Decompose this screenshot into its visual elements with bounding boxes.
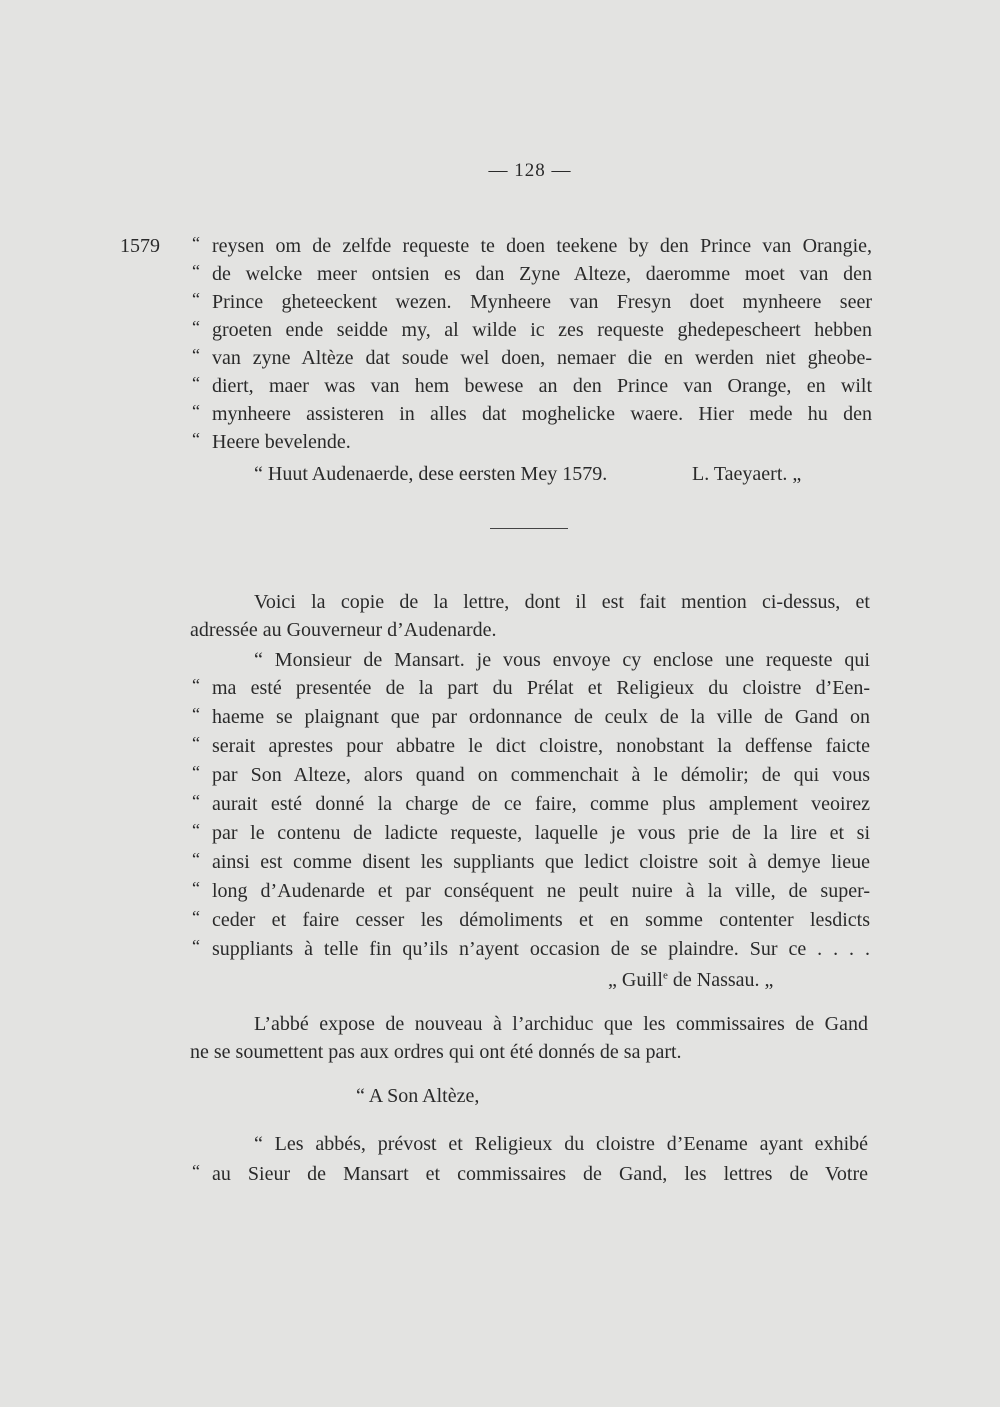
text-line: ceder et faire cesser les démoliments et en somme contenter lesdicts xyxy=(212,909,870,931)
text-line: haeme se plaignant que par ordonnance de ceulx de la ville de Gand on xyxy=(212,706,870,728)
text-line: de welcke meer ontsien es dan Zyne Alteze, daeromme moet van den xyxy=(212,263,872,285)
quote-mark: “ xyxy=(192,233,200,253)
quote-mark: “ xyxy=(192,820,200,840)
salutation: “ A Son Altèze, xyxy=(356,1085,480,1107)
quote-mark: “ xyxy=(192,429,200,449)
signature-superscript: e xyxy=(663,969,668,982)
quote-mark: “ xyxy=(192,733,200,753)
text-line: reysen om de zelfde requeste te doen teekene by den Prince van Orangie, xyxy=(212,235,872,257)
quote-mark: “ xyxy=(192,1161,200,1181)
quote-mark: “ xyxy=(192,401,200,421)
year-margin-note: 1579 xyxy=(120,235,160,257)
quote-mark: “ xyxy=(192,675,200,695)
signoff-name: L. Taeyaert. „ xyxy=(692,463,802,485)
quote-mark: “ xyxy=(192,289,200,309)
text-line: mynheere assisteren in alles dat moghelicke waere. Hier mede hu den xyxy=(212,403,872,425)
quote-mark: “ xyxy=(192,261,200,281)
quote-mark: “ xyxy=(192,936,200,956)
quote-mark: “ xyxy=(192,878,200,898)
text-line: par Son Alteze, alors quand on commenchait à le démolir; de qui vous xyxy=(212,764,870,786)
text-line: aurait esté donné la charge de ce faire, comme plus amplement veoirez xyxy=(212,793,870,815)
section-divider xyxy=(490,528,568,529)
text-line: van zyne Altèze dat soude wel doen, nemaer die en werden niet gheobe- xyxy=(212,347,872,369)
quote-mark: “ xyxy=(192,317,200,337)
intro-line: ne se soumettent pas aux ordres qui ont été donnés de sa part. xyxy=(190,1041,682,1063)
quote-mark: “ xyxy=(192,907,200,927)
text-line: par le contenu de ladicte requeste, laquelle je vous prie de la lire et si xyxy=(212,822,870,844)
text-line: diert, maer was van hem bewese an den Prince van Orange, en wilt xyxy=(212,375,872,397)
quote-mark: “ xyxy=(192,373,200,393)
intro-line: L’abbé expose de nouveau à l’archiduc que les commissaires de Gand xyxy=(254,1013,868,1035)
text-line: groeten ende seidde my, al wilde ic zes requeste ghedepescheert hebben xyxy=(212,319,872,341)
text-line: serait aprestes pour abbatre le dict cloistre, nonobstant la deffense faicte xyxy=(212,735,870,757)
letter-opening: “ Monsieur de Mansart. je vous envoye cy enclose une requeste qui xyxy=(254,649,870,671)
signature-surname: de Nassau. „ xyxy=(667,969,774,991)
text-line: Heere bevelende. xyxy=(212,431,351,453)
signature-name: „ Guill xyxy=(608,969,663,991)
text-line: long d’Audenarde et par conséquent ne peult nuire à la ville, de super- xyxy=(212,880,870,902)
quote-mark: “ xyxy=(192,849,200,869)
quote-mark: “ xyxy=(192,704,200,724)
quote-mark: “ xyxy=(192,791,200,811)
intro-line: adressée au Gouverneur d’Audenarde. xyxy=(190,619,497,641)
text-line: Prince gheteeckent wezen. Mynheere van Fresyn doet mynheere seer xyxy=(212,291,872,313)
intro-line: Voici la copie de la lettre, dont il est fait mention ci-dessus, et xyxy=(254,591,870,613)
quote-mark: “ xyxy=(192,345,200,365)
text-line: ma esté presentée de la part du Prélat et Religieux du cloistre d’Een- xyxy=(212,677,870,699)
text-line: au Sieur de Mansart et commissaires de Gand, les lettres de Votre xyxy=(212,1163,868,1185)
text-line: suppliants à telle fin qu’ils n’ayent occasion de se plaindre. Sur ce . . . . xyxy=(212,938,870,960)
page-number: — 128 — xyxy=(488,160,572,181)
letter-opening: “ Les abbés, prévost et Religieux du cloistre d’Eename ayant exhibé xyxy=(254,1133,868,1155)
text-line: ainsi est comme disent les suppliants que ledict cloistre soit à demye lieue xyxy=(212,851,870,873)
quote-mark: “ xyxy=(192,762,200,782)
signoff-place: “ Huut Audenaerde, dese eersten Mey 1579. xyxy=(254,463,608,485)
signature xyxy=(608,970,773,990)
